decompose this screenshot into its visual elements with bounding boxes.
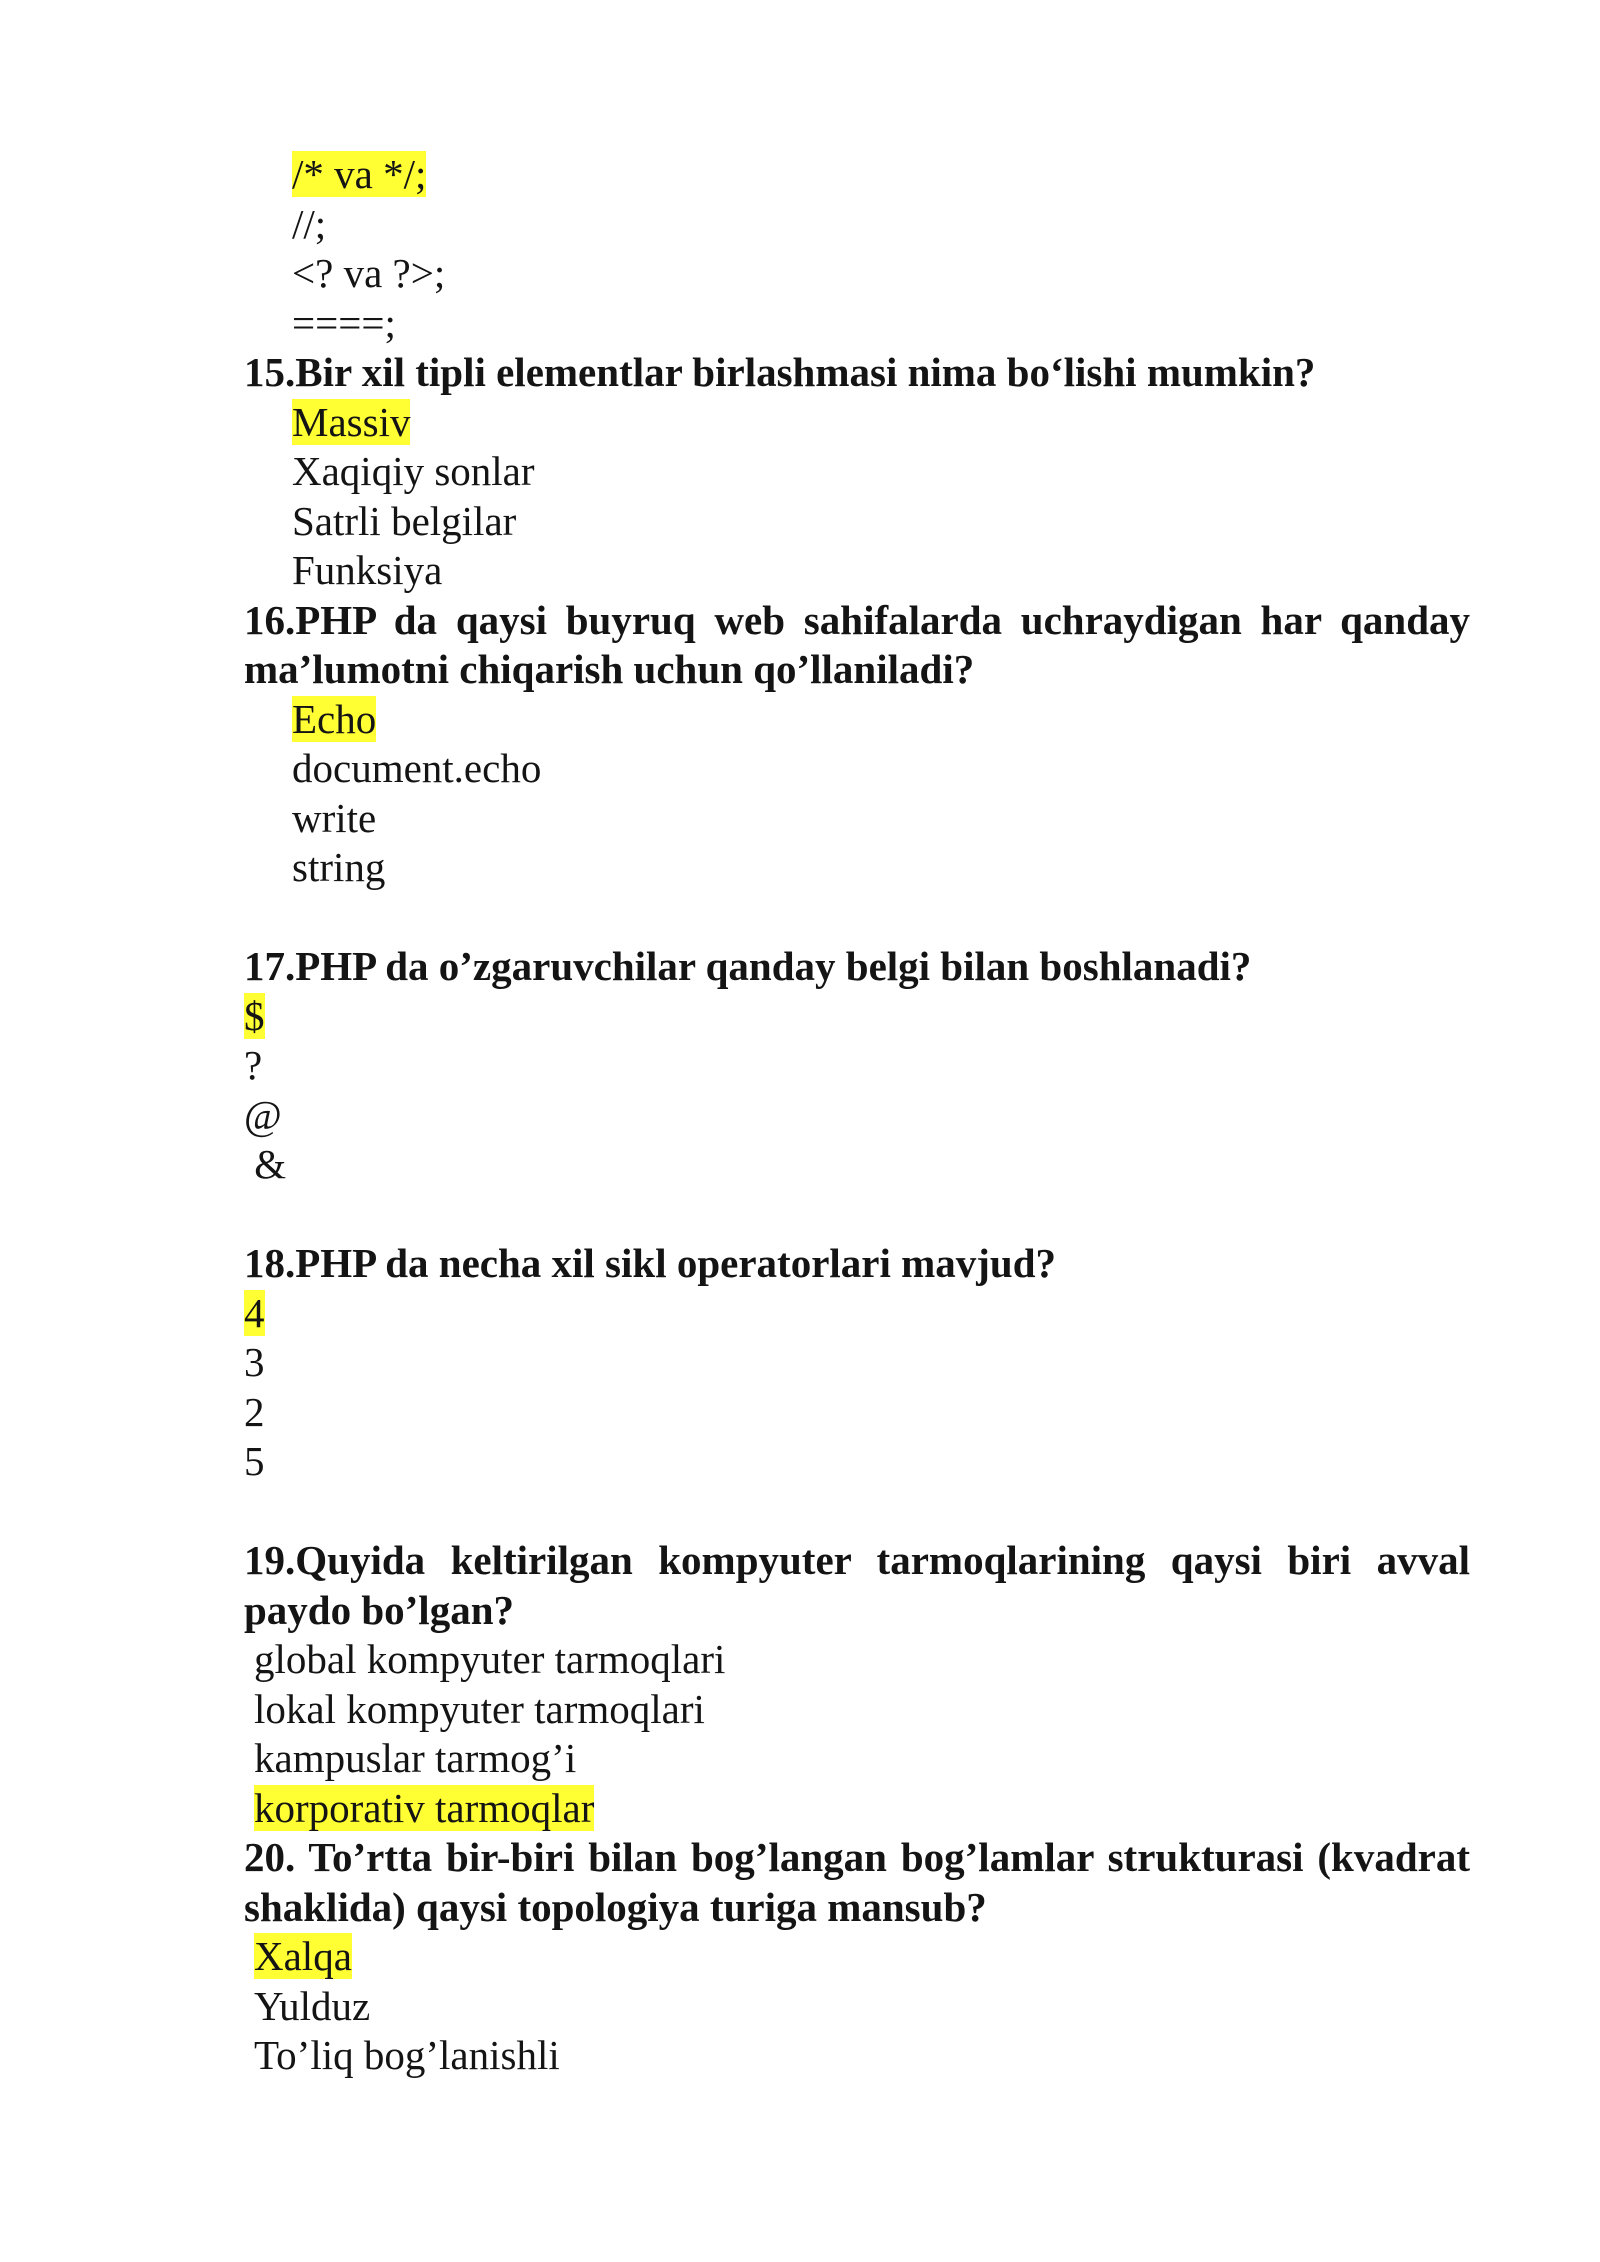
q15-option-3 — [244, 497, 1470, 547]
q20-option-2 — [244, 1982, 1470, 2032]
q20-option-1 — [244, 1932, 1470, 1982]
q15-option-1-text: Massiv — [292, 398, 411, 445]
q19-option-2 — [244, 1685, 1470, 1735]
q15-option-4-text: Funksiya — [292, 547, 443, 593]
question-20 — [244, 1833, 1470, 2081]
q15-option-1 — [244, 398, 1470, 448]
q18-option-3-text: 2 — [244, 1388, 265, 1435]
q17-option-1-text: $ — [244, 992, 265, 1039]
q16-option-4-text: string — [292, 844, 386, 890]
question-18 — [244, 1239, 1470, 1487]
q16-option-2 — [244, 744, 1470, 794]
q19-option-4 — [244, 1784, 1470, 1834]
q16-title: 16.PHP da qaysi buyruq web sahifalarda uchraydigan har qanday ma’lumotni chiqarish uchun qo’llaniladi? — [244, 596, 1470, 692]
q17-option-2 — [244, 1041, 1470, 1091]
q19-option-4-text: korporativ tarmoqlar — [254, 1784, 595, 1831]
q16-option-3-text: write — [292, 794, 377, 841]
q19-option-3 — [244, 1734, 1470, 1784]
spacer — [244, 893, 1470, 943]
q20-title: 20. To’rtta bir-biri bilan bog’langan bog’lamlar strukturasi (kvadrat shaklida) qaysi topologiya turiga mansub? — [244, 1834, 1470, 1930]
q16-option-1-text: Echo — [292, 695, 377, 742]
q19-option-1-text: global kompyuter tarmoqlari — [254, 1636, 726, 1682]
q17-option-3 — [244, 1091, 1470, 1141]
q20-option-3-text: To’liq bog’lanishli — [254, 2032, 560, 2078]
q18-option-1-text: 4 — [244, 1289, 265, 1336]
q16-option-2-text: document.echo — [292, 745, 542, 791]
spacer — [244, 1190, 1470, 1240]
q14-option-1-text: /* va */; — [292, 151, 427, 197]
q17-option-1 — [244, 992, 1470, 1042]
q18-option-2 — [244, 1338, 1470, 1388]
q14-option-1 — [244, 150, 1470, 200]
q19-title: 19.Quyida keltirilgan kompyuter tarmoqlarining qaysi biri avval paydo bo’lgan? — [244, 1537, 1470, 1633]
q16-option-4 — [244, 843, 1470, 893]
q18-title: 18.PHP da necha xil sikl operatorlari mavjud? — [244, 1240, 1057, 1286]
q14-option-2 — [244, 200, 1470, 250]
q17-option-4 — [244, 1140, 1470, 1190]
q18-option-2-text: 3 — [244, 1339, 265, 1385]
q15-option-2 — [244, 447, 1470, 497]
q17-option-2-text: ? — [244, 1042, 263, 1088]
q14-option-3 — [244, 249, 1470, 299]
q17-title: 17.PHP da o’zgaruvchilar qanday belgi bilan boshlanadi? — [244, 943, 1252, 989]
q14-option-2-text: //; — [292, 200, 327, 247]
q16-option-1 — [244, 695, 1470, 745]
q18-option-3 — [244, 1388, 1470, 1438]
q18-option-4-text: 5 — [244, 1438, 265, 1484]
q19-option-2-text: lokal kompyuter tarmoqlari — [254, 1685, 705, 1732]
q19-option-1 — [244, 1635, 1470, 1685]
q20-option-1-text: Xalqa — [254, 1933, 352, 1979]
q19-option-3-text: kampuslar tarmog’i — [254, 1735, 577, 1781]
question-16 — [244, 596, 1470, 893]
q15-option-3-text: Satrli belgilar — [292, 497, 517, 544]
question-15 — [244, 348, 1470, 596]
q15-title: 15.Bir xil tipli elementlar birlashmasi nima bo‘lishi mumkin? — [244, 349, 1316, 395]
q14-options — [244, 150, 1470, 348]
q15-option-4 — [244, 546, 1470, 596]
q14-option-4 — [244, 299, 1470, 349]
q17-option-3-text: @ — [244, 1091, 282, 1138]
question-17 — [244, 942, 1470, 1190]
q14-option-3-text: <? va ?>; — [292, 250, 446, 296]
q20-option-3 — [244, 2031, 1470, 2081]
q17-option-4-text: & — [244, 1141, 287, 1187]
question-19 — [244, 1536, 1470, 1833]
q20-option-2-text: Yulduz — [254, 1982, 371, 2029]
q16-option-3 — [244, 794, 1470, 844]
q18-option-4 — [244, 1437, 1470, 1487]
q14-option-4-text: ====; — [292, 299, 396, 346]
q18-option-1 — [244, 1289, 1470, 1339]
document-body — [244, 150, 1470, 2081]
spacer — [244, 1487, 1470, 1537]
q15-option-2-text: Xaqiqiy sonlar — [292, 448, 535, 494]
